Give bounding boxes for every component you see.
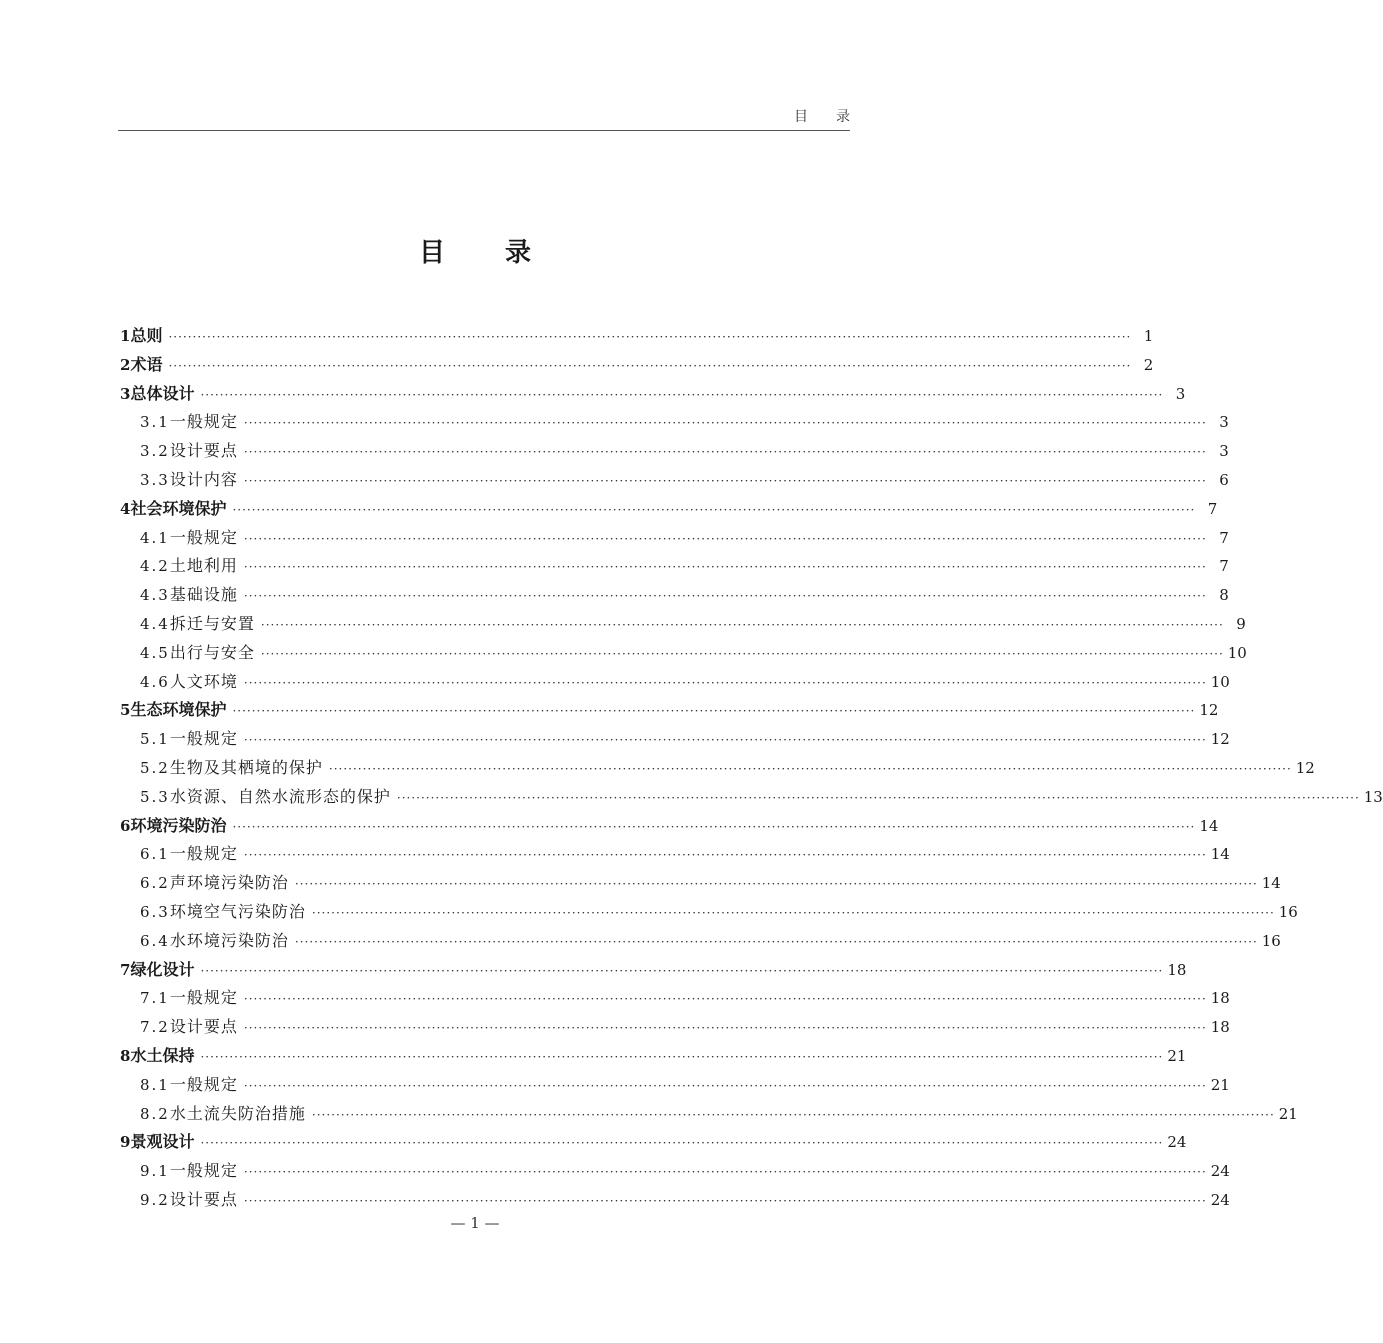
toc-dot-leader: ········································································································································································································ xyxy=(243,992,1207,1007)
toc-page-number: 3 xyxy=(1219,442,1229,461)
toc-section-entry[interactable] xyxy=(118,466,1229,495)
toc-page-number: 7 xyxy=(1219,557,1229,576)
toc-dot-leader: ········································································································································································································ xyxy=(311,905,1275,920)
toc-entry-title: 设计要点 xyxy=(169,1017,238,1037)
header-rule xyxy=(118,130,850,131)
toc-page-number: 12 xyxy=(1295,758,1315,777)
toc-dot-leader: ········································································································································································································ xyxy=(260,617,1224,632)
toc-section-entry[interactable] xyxy=(118,408,1229,437)
toc-chapter-entry[interactable] xyxy=(118,351,1154,380)
toc-entry-title: 水土流失防治措施 xyxy=(169,1103,306,1123)
toc-dot-leader: ········································································································································································································ xyxy=(243,733,1207,748)
toc-page-number: 14 xyxy=(1261,874,1281,893)
toc-dot-leader: ········································································································································································································ xyxy=(243,848,1207,863)
toc-entry-number: 3.1 xyxy=(140,413,170,432)
toc-entry-title: 总则 xyxy=(130,326,163,345)
toc-section-entry[interactable] xyxy=(118,984,1230,1013)
toc-entry-title: 水土保持 xyxy=(130,1045,195,1065)
toc-page-number: 14 xyxy=(1210,845,1230,864)
toc-entry-title: 生态环境保护 xyxy=(130,700,227,720)
toc-entry-number: 9 xyxy=(120,1133,131,1152)
toc-page-number: 18 xyxy=(1167,960,1187,979)
toc-entry-title: 土地利用 xyxy=(169,556,238,576)
toc-page-number: 12 xyxy=(1199,701,1219,720)
toc-entry-title: 总体设计 xyxy=(130,383,195,403)
toc-entry-title: 社会环境保护 xyxy=(130,498,227,518)
toc-entry-number: 8.2 xyxy=(140,1104,170,1123)
toc-entry-title: 一般规定 xyxy=(169,1161,238,1181)
toc-dot-leader: ········································································································································································································ xyxy=(311,1107,1275,1122)
toc-section-entry[interactable] xyxy=(118,610,1246,639)
toc-entry-number: 4.4 xyxy=(140,614,170,633)
toc-dot-leader: ········································································································································································································ xyxy=(200,387,1164,402)
toc-section-entry[interactable] xyxy=(118,725,1230,754)
toc-entry-title: 设计内容 xyxy=(169,469,238,489)
toc-dot-leader: ········································································································································································································ xyxy=(243,1021,1207,1036)
toc-page-number: 10 xyxy=(1227,643,1247,662)
toc-section-entry[interactable] xyxy=(118,840,1230,869)
toc-section-entry[interactable] xyxy=(118,927,1281,956)
toc-entry-number: 6 xyxy=(120,816,131,835)
toc-entry-number: 3.3 xyxy=(140,470,170,489)
toc-dot-leader: ········································································································································································································ xyxy=(243,531,1207,546)
toc-dot-leader: ········································································································································································································ xyxy=(200,1049,1164,1064)
toc-section-entry[interactable] xyxy=(118,898,1298,927)
toc-entry-number: 5.3 xyxy=(140,787,170,806)
toc-entry-number: 4.1 xyxy=(140,528,170,547)
running-header-char-1: 目 xyxy=(794,109,808,125)
toc-chapter-entry[interactable] xyxy=(118,322,1154,351)
toc-entry-title: 景观设计 xyxy=(130,1132,195,1152)
toc-entry-title: 绿化设计 xyxy=(130,959,195,979)
toc-entry-number: 4.6 xyxy=(140,672,170,691)
toc-dot-leader: ········································································································································································································ xyxy=(243,1165,1207,1180)
toc-dot-leader: ········································································································································································································ xyxy=(396,790,1360,805)
toc-entry-number: 5 xyxy=(120,701,131,720)
toc-entry-number: 5.2 xyxy=(140,758,170,777)
toc-entry-title: 环境污染防治 xyxy=(130,815,227,835)
toc-entry-title: 水资源、自然水流形态的保护 xyxy=(169,786,391,806)
toc-entry-title: 人文环境 xyxy=(169,671,238,691)
page-title-char-2: 录 xyxy=(505,238,532,268)
toc-section-entry[interactable] xyxy=(118,437,1229,466)
toc-dot-leader: ········································································································································································································ xyxy=(200,1136,1164,1151)
toc-page-number: 2 xyxy=(1143,355,1154,374)
toc-section-entry[interactable] xyxy=(118,1186,1230,1215)
toc-dot-leader: ········································································································································································································ xyxy=(243,445,1207,460)
toc-page-number: 16 xyxy=(1261,931,1281,950)
toc-entry-number: 5.1 xyxy=(140,730,170,749)
toc-page-number: 14 xyxy=(1199,816,1219,835)
toc-page-number: 9 xyxy=(1236,614,1246,633)
toc-entry-number: 9.2 xyxy=(140,1190,170,1209)
page-number-footer: — 1 — xyxy=(450,1214,500,1232)
toc-section-entry[interactable] xyxy=(118,1157,1230,1186)
toc-section-entry[interactable] xyxy=(118,869,1281,898)
toc-page-number: 24 xyxy=(1210,1162,1230,1181)
toc-entry-number: 4 xyxy=(120,499,131,518)
toc-dot-leader: ········································································································································································································ xyxy=(243,675,1207,690)
toc-entry-title: 水环境污染防治 xyxy=(169,930,289,950)
toc-page-number: 7 xyxy=(1219,528,1229,547)
toc-section-entry[interactable] xyxy=(118,1013,1230,1042)
toc-page-number: 13 xyxy=(1363,787,1383,806)
toc-dot-leader: ········································································································································································································ xyxy=(243,473,1207,488)
toc-dot-leader: ········································································································································································································ xyxy=(260,646,1224,661)
toc-entry-title: 拆迁与安置 xyxy=(169,613,255,633)
toc-entry-number: 8.1 xyxy=(140,1075,170,1094)
toc-entry-number: 2 xyxy=(120,355,131,374)
table-of-contents xyxy=(118,322,1383,1215)
toc-dot-leader: ········································································································································································································ xyxy=(243,560,1207,575)
page-title-char-1: 目 xyxy=(418,238,445,268)
toc-page-number: 1 xyxy=(1143,327,1154,345)
toc-chapter-entry[interactable] xyxy=(118,956,1187,985)
toc-entry-number: 1 xyxy=(120,327,131,345)
page-title xyxy=(0,232,950,269)
toc-page-number: 12 xyxy=(1210,730,1230,749)
toc-section-entry[interactable] xyxy=(118,668,1230,697)
toc-entry-title: 出行与安全 xyxy=(169,642,255,662)
toc-page-number: 24 xyxy=(1210,1190,1230,1209)
toc-entry-title: 一般规定 xyxy=(169,729,238,749)
toc-section-entry[interactable] xyxy=(118,639,1247,668)
toc-entry-number: 8 xyxy=(120,1046,131,1065)
toc-entry-number: 6.2 xyxy=(140,874,170,893)
toc-section-entry[interactable] xyxy=(118,1100,1298,1129)
toc-entry-title: 术语 xyxy=(130,354,163,374)
toc-entry-number: 4.5 xyxy=(140,643,170,662)
toc-page-number: 3 xyxy=(1219,413,1229,432)
toc-page-number: 16 xyxy=(1278,902,1298,921)
toc-dot-leader: ········································································································································································································ xyxy=(168,358,1132,373)
toc-entry-number: 4.2 xyxy=(140,557,170,576)
toc-entry-title: 设计要点 xyxy=(169,441,238,461)
toc-page-number: 3 xyxy=(1175,384,1186,403)
running-header-char-2: 录 xyxy=(836,109,850,125)
toc-entry-title: 生物及其栖境的保护 xyxy=(169,757,323,777)
toc-dot-leader: ········································································································································································································ xyxy=(243,1193,1207,1208)
toc-chapter-entry[interactable] xyxy=(118,696,1219,725)
toc-entry-title: 一般规定 xyxy=(169,527,238,547)
toc-entry-number: 6.4 xyxy=(140,931,170,950)
toc-entry-title: 一般规定 xyxy=(169,1074,238,1094)
toc-section-entry[interactable] xyxy=(118,552,1229,581)
toc-dot-leader: ········································································································································································································ xyxy=(243,589,1207,604)
toc-dot-leader: ········································································································································································································ xyxy=(232,819,1196,834)
toc-chapter-entry[interactable] xyxy=(118,380,1186,409)
toc-dot-leader: ········································································································································································································ xyxy=(200,963,1164,978)
toc-chapter-entry[interactable] xyxy=(118,1128,1187,1157)
toc-entry-number: 3 xyxy=(120,384,131,403)
toc-entry-number: 7.1 xyxy=(140,989,170,1008)
toc-entry-number: 7.2 xyxy=(140,1018,170,1037)
toc-dot-leader: ········································································································································································································ xyxy=(232,502,1196,517)
toc-entry-number: 4.3 xyxy=(140,586,170,605)
toc-dot-leader: ········································································································································································································ xyxy=(243,416,1207,431)
toc-page-number: 24 xyxy=(1167,1133,1187,1152)
toc-dot-leader: ········································································································································································································ xyxy=(243,1078,1207,1093)
toc-entry-number: 9.1 xyxy=(140,1162,170,1181)
toc-section-entry[interactable] xyxy=(118,524,1229,553)
toc-entry-number: 3.2 xyxy=(140,442,170,461)
toc-page-number: 7 xyxy=(1207,499,1218,518)
toc-section-entry[interactable] xyxy=(118,1071,1230,1100)
toc-entry-title: 基础设施 xyxy=(169,585,238,605)
toc-section-entry[interactable] xyxy=(118,581,1229,610)
toc-page-number: 21 xyxy=(1278,1104,1298,1123)
toc-page-number: 18 xyxy=(1210,989,1230,1008)
toc-page-number: 10 xyxy=(1210,672,1230,691)
toc-entry-title: 一般规定 xyxy=(169,988,238,1008)
toc-dot-leader: ········································································································································································································ xyxy=(294,934,1258,949)
toc-page-number: 21 xyxy=(1210,1075,1230,1094)
toc-chapter-entry[interactable] xyxy=(118,1042,1187,1071)
toc-entry-number: 7 xyxy=(120,960,131,979)
toc-section-entry[interactable] xyxy=(118,783,1383,812)
toc-dot-leader: ········································································································································································································ xyxy=(328,761,1292,776)
toc-page-number: 6 xyxy=(1219,470,1229,489)
toc-dot-leader: ········································································································································································································ xyxy=(232,704,1196,719)
toc-entry-title: 一般规定 xyxy=(169,412,238,432)
toc-page-number: 8 xyxy=(1219,586,1229,605)
toc-section-entry[interactable] xyxy=(118,754,1315,783)
toc-entry-title: 声环境污染防治 xyxy=(169,873,289,893)
toc-chapter-entry[interactable] xyxy=(118,812,1219,841)
running-header xyxy=(794,106,850,126)
toc-entry-title: 环境空气污染防治 xyxy=(169,901,306,921)
toc-entry-title: 设计要点 xyxy=(169,1189,238,1209)
toc-entry-title: 一般规定 xyxy=(169,844,238,864)
toc-entry-number: 6.3 xyxy=(140,902,170,921)
toc-dot-leader: ········································································································································································································ xyxy=(294,877,1258,892)
toc-entry-number: 6.1 xyxy=(140,845,170,864)
toc-chapter-entry[interactable] xyxy=(118,495,1218,524)
toc-page-number: 18 xyxy=(1210,1018,1230,1037)
toc-dot-leader: ········································································································································································································ xyxy=(168,330,1132,344)
toc-page-number: 21 xyxy=(1167,1046,1187,1065)
